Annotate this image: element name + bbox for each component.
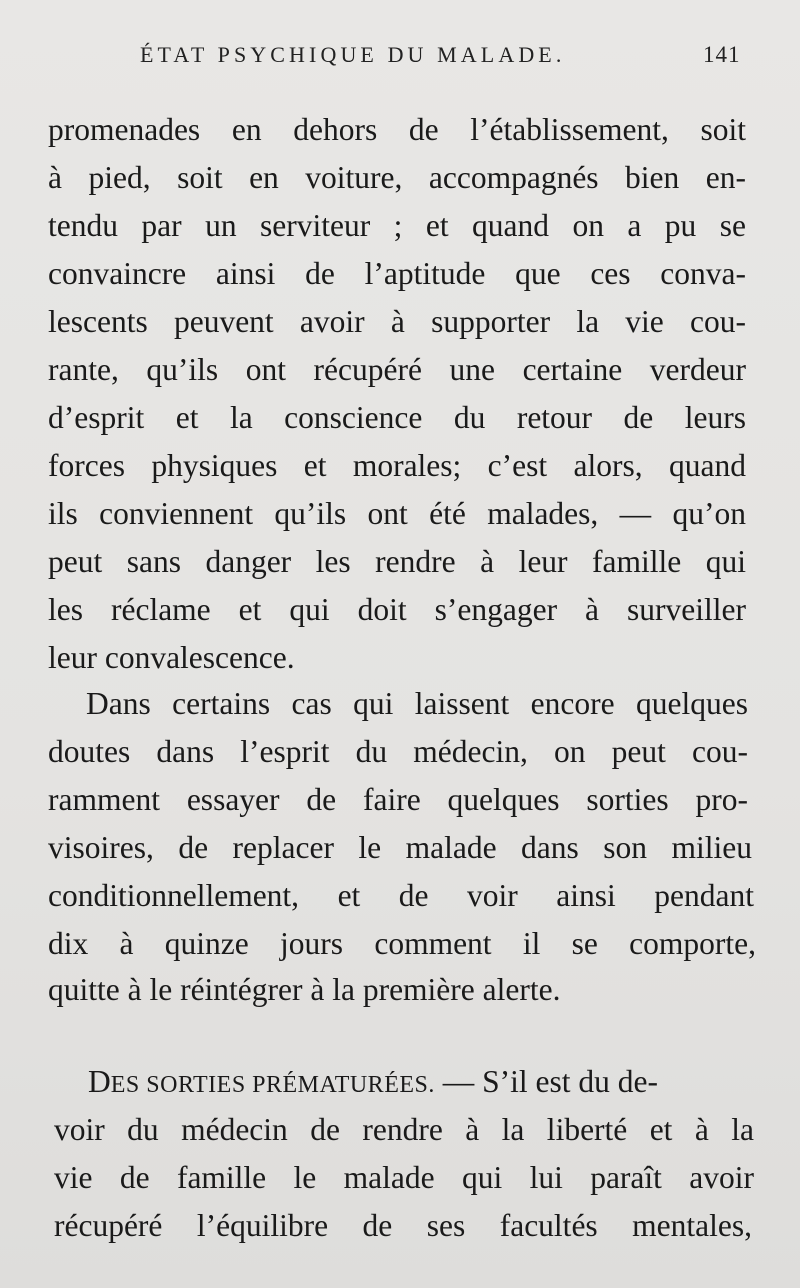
text-line: ramment essayer de faire quelques sorties pro-	[48, 782, 748, 817]
text-line: voir du médecin de rendre à la liberté et à la	[54, 1112, 754, 1147]
text-line: rante, qu’ils ont récupéré une certaine verdeur	[48, 352, 746, 387]
running-title: ÉTAT PSYCHIQUE DU MALADE.	[140, 42, 566, 67]
text-line: leur convalescence.	[48, 640, 295, 675]
section-heading: ES SORTIES PRÉMATURÉES.	[110, 1072, 435, 1098]
text-line: doutes dans l’esprit du médecin, on peut cou-	[48, 734, 748, 769]
page-number: 141	[703, 42, 741, 67]
text-line: quitte à le réintégrer à la première alerte.	[48, 972, 561, 1007]
text-line: lescents peuvent avoir à supporter la vie cou-	[48, 304, 746, 339]
text-line: convaincre ainsi de l’aptitude que ces conva-	[48, 256, 746, 291]
section-heading-initial: D	[88, 1064, 111, 1099]
section-text-start: — S’il est du de-	[434, 1064, 658, 1099]
text-line: Dans certains cas qui laissent encore quelques	[86, 686, 748, 721]
text-line: à pied, soit en voiture, accompagnés bien en-	[48, 160, 746, 195]
text-line: visoires, de replacer le malade dans son milieu	[48, 830, 752, 865]
text-line: dix à quinze jours comment il se comporte,	[48, 926, 756, 961]
text-line: les réclame et qui doit s’engager à surveiller	[48, 592, 746, 627]
text-line: tendu par un serviteur ; et quand on a pu se	[48, 208, 746, 243]
text-line: ils conviennent qu’ils ont été malades, — qu’on	[48, 496, 746, 531]
page-header	[0, 38, 800, 78]
text-line: forces physiques et morales; c’est alors, quand	[48, 448, 746, 483]
text-line: conditionnellement, et de voir ainsi pendant	[48, 878, 754, 913]
text-line: d’esprit et la conscience du retour de leurs	[48, 400, 746, 435]
text-line: récupéré l’équilibre de ses facultés mentales,	[54, 1208, 752, 1243]
text-line: vie de famille le malade qui lui paraît avoir	[54, 1160, 754, 1195]
text-line: promenades en dehors de l’établissement, soit	[48, 112, 746, 147]
section-heading-line	[88, 1058, 658, 1106]
text-line: peut sans danger les rendre à leur famille qui	[48, 544, 746, 579]
